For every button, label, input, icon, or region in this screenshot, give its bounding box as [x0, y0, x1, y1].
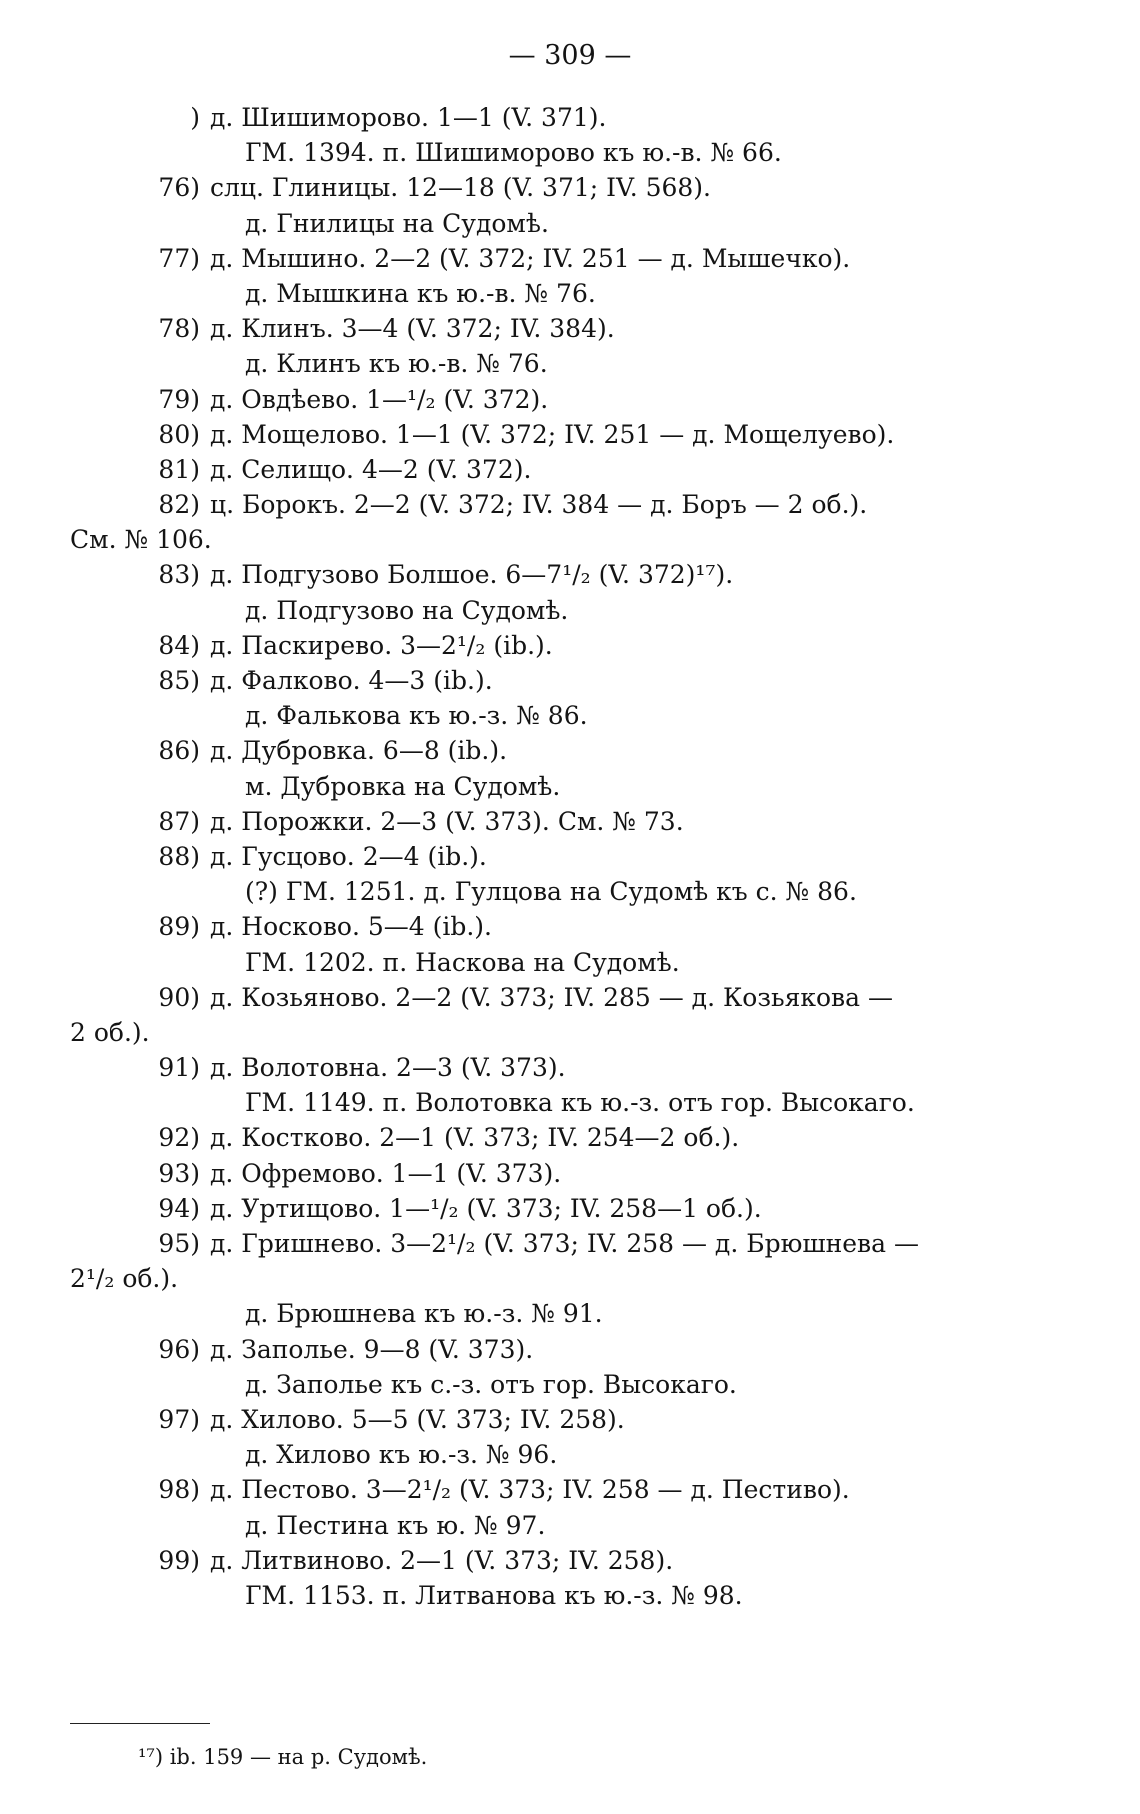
entry-number: 98) — [158, 1475, 200, 1505]
entry-text: д. Хилово. 5—5 (V. 373; IV. 258). — [210, 1404, 625, 1434]
entry-number: 85) — [158, 666, 200, 695]
entry-number: 83) — [158, 560, 200, 590]
entry-line — [0, 909, 1140, 944]
entry-subline — [0, 874, 1140, 909]
entry-text: д. Мощелово. 1—1 (V. 372; IV. 251 — д. Мощелуево). — [210, 419, 895, 449]
entry-subline — [0, 1085, 1140, 1120]
entry-number: 88) — [158, 841, 200, 871]
entry-number: 87) — [158, 806, 200, 836]
entry-line — [0, 980, 1140, 1015]
entry-continuation — [0, 1261, 1140, 1296]
entry-line — [0, 1402, 1140, 1437]
entry-number: 99) — [158, 1545, 200, 1575]
entry-text: ГМ. 1153. п. Литванова къ ю.-з. № 98. — [245, 1580, 743, 1610]
entry-number: ) — [190, 103, 200, 132]
page-number: — 309 — — [508, 40, 632, 71]
entry-number: 95) — [158, 1229, 200, 1258]
entry-line — [0, 100, 1140, 135]
entry-text: ГМ. 1202. п. Наскова на Судомѣ. — [245, 947, 680, 977]
entry-line — [0, 557, 1140, 592]
entry-line — [0, 417, 1140, 452]
entry-line — [0, 804, 1140, 839]
entry-number: 86) — [158, 736, 200, 766]
entry-line — [0, 1120, 1140, 1155]
entry-text: ГМ. 1394. п. Шишиморово къ ю.-в. № 66. — [245, 138, 782, 168]
entry-text: д. Уртищово. 1—¹/₂ (V. 373; IV. 258—1 об.). — [210, 1193, 762, 1223]
entry-text: д. Пестово. 3—2¹/₂ (V. 373; IV. 258 — д. Пестиво). — [210, 1475, 850, 1505]
entry-text: д. Гришнево. 3—2¹/₂ (V. 373; IV. 258 — д. Брюшнева — — [210, 1229, 919, 1258]
entry-text: д. Паскирево. 3—2¹/₂ (ib.). — [210, 630, 553, 660]
entry-line — [0, 1226, 1140, 1261]
entry-text: д. Пестина къ ю. № 97. — [245, 1510, 546, 1540]
entry-line — [0, 487, 1140, 522]
entry-text: м. Дубровка на Судомѣ. — [245, 771, 561, 801]
entry-text: д. Селищо. 4—2 (V. 372). — [210, 454, 532, 484]
entry-text: д. Клинъ къ ю.-в. № 76. — [245, 349, 548, 379]
entry-text: д. Фалькова къ ю.-з. № 86. — [245, 701, 588, 731]
entry-text: д. Гнилицы на Судомѣ. — [245, 208, 549, 238]
entry-text: 2 об.). — [70, 1017, 150, 1047]
entry-list — [0, 100, 1140, 1613]
entry-number: 82) — [158, 490, 200, 520]
entry-subline — [0, 593, 1140, 628]
entry-subline — [0, 1367, 1140, 1402]
entry-text: д. Гусцово. 2—4 (ib.). — [210, 841, 487, 871]
entry-number: 90) — [158, 982, 200, 1012]
entry-text: 2¹/₂ об.). — [70, 1264, 179, 1294]
entry-number: 91) — [158, 1053, 200, 1083]
entry-number: 80) — [158, 419, 200, 449]
entry-number: 94) — [158, 1193, 200, 1223]
entry-text: д. Фалково. 4—3 (ib.). — [210, 666, 493, 695]
entry-text: д. Брюшнева къ ю.-з. № 91. — [245, 1299, 603, 1329]
entry-line — [0, 311, 1140, 346]
entry-text: д. Литвиново. 2—1 (V. 373; IV. 258). — [210, 1545, 674, 1575]
entry-subline — [0, 1508, 1140, 1543]
entry-text: д. Волотовна. 2—3 (V. 373). — [210, 1053, 566, 1083]
entry-number: 79) — [158, 384, 200, 414]
entry-subline — [0, 1578, 1140, 1613]
entry-text: д. Офремово. 1—1 (V. 373). — [210, 1158, 562, 1188]
entry-subline — [0, 346, 1140, 381]
entry-line — [0, 1332, 1140, 1367]
entry-line — [0, 839, 1140, 874]
entry-text: слц. Глиницы. 12—18 (V. 371; IV. 568). — [210, 173, 712, 203]
entry-subline — [0, 135, 1140, 170]
entry-line — [0, 1191, 1140, 1226]
entry-line — [0, 1472, 1140, 1507]
entry-text: д. Подгузово Болшое. 6—7¹/₂ (V. 372)¹⁷). — [210, 560, 734, 590]
entry-subline — [0, 769, 1140, 804]
entry-text: д. Заполье. 9—8 (V. 373). — [210, 1334, 534, 1364]
entry-line — [0, 1050, 1140, 1085]
entry-number: 76) — [158, 173, 200, 203]
entry-text: См. № 106. — [70, 525, 212, 555]
entry-number: 96) — [158, 1334, 200, 1364]
entry-number: 89) — [158, 912, 200, 942]
entry-subline — [0, 945, 1140, 980]
entry-text: (?) ГМ. 1251. д. Гулцова на Судомѣ къ с. № 86. — [245, 877, 857, 907]
entry-subline — [0, 1296, 1140, 1331]
entry-number: 92) — [158, 1123, 200, 1153]
entry-text: д. Костково. 2—1 (V. 373; IV. 254—2 об.). — [210, 1123, 740, 1153]
entry-text: ГМ. 1149. п. Волотовка къ ю.-з. отъ гор. Высокаго. — [245, 1088, 915, 1118]
entry-line — [0, 241, 1140, 276]
entry-number: 97) — [158, 1404, 200, 1434]
entry-text: д. Мышкина къ ю.-в. № 76. — [245, 278, 596, 308]
entry-continuation — [0, 1015, 1140, 1050]
entry-text: ц. Борокъ. 2—2 (V. 372; IV. 384 — д. Боръ — 2 об.). — [210, 490, 868, 520]
entry-line — [0, 733, 1140, 768]
footnote-divider — [70, 1723, 210, 1724]
entry-text: д. Клинъ. 3—4 (V. 372; IV. 384). — [210, 314, 615, 344]
entry-subline — [0, 1437, 1140, 1472]
entry-line — [0, 1156, 1140, 1191]
entry-subline — [0, 698, 1140, 733]
entry-number: 81) — [158, 454, 200, 484]
entry-number: 84) — [158, 630, 200, 660]
entry-text: д. Овдѣево. 1—¹/₂ (V. 372). — [210, 384, 549, 414]
entry-text: д. Мышино. 2—2 (V. 372; IV. 251 — д. Мышечко). — [210, 243, 851, 273]
entry-text: д. Хилово къ ю.-з. № 96. — [245, 1440, 558, 1470]
entry-number: 77) — [158, 243, 200, 273]
entry-subline — [0, 206, 1140, 241]
entry-line — [0, 1543, 1140, 1578]
entry-line — [0, 663, 1140, 698]
entry-text: д. Заполье къ с.-з. отъ гор. Высокаго. — [245, 1369, 737, 1399]
entry-text: д. Шишиморово. 1—1 (V. 371). — [210, 103, 607, 132]
entry-number: 93) — [158, 1158, 200, 1188]
entry-line — [0, 170, 1140, 205]
entry-number: 78) — [158, 314, 200, 344]
entry-text: д. Подгузово на Судомѣ. — [245, 595, 569, 625]
footnote: ¹⁷) ib. 159 — на р. Судомѣ. — [138, 1745, 428, 1769]
entry-line — [0, 382, 1140, 417]
entry-text: д. Носково. 5—4 (ib.). — [210, 912, 492, 942]
entry-text: д. Порожки. 2—3 (V. 373). См. № 73. — [210, 806, 684, 836]
entry-text: д. Козьяново. 2—2 (V. 373; IV. 285 — д. Козьякова — — [210, 982, 893, 1012]
entry-subline — [0, 276, 1140, 311]
entry-line — [0, 452, 1140, 487]
entry-continuation — [0, 522, 1140, 557]
entry-text: д. Дубровка. 6—8 (ib.). — [210, 736, 508, 766]
entry-line — [0, 628, 1140, 663]
